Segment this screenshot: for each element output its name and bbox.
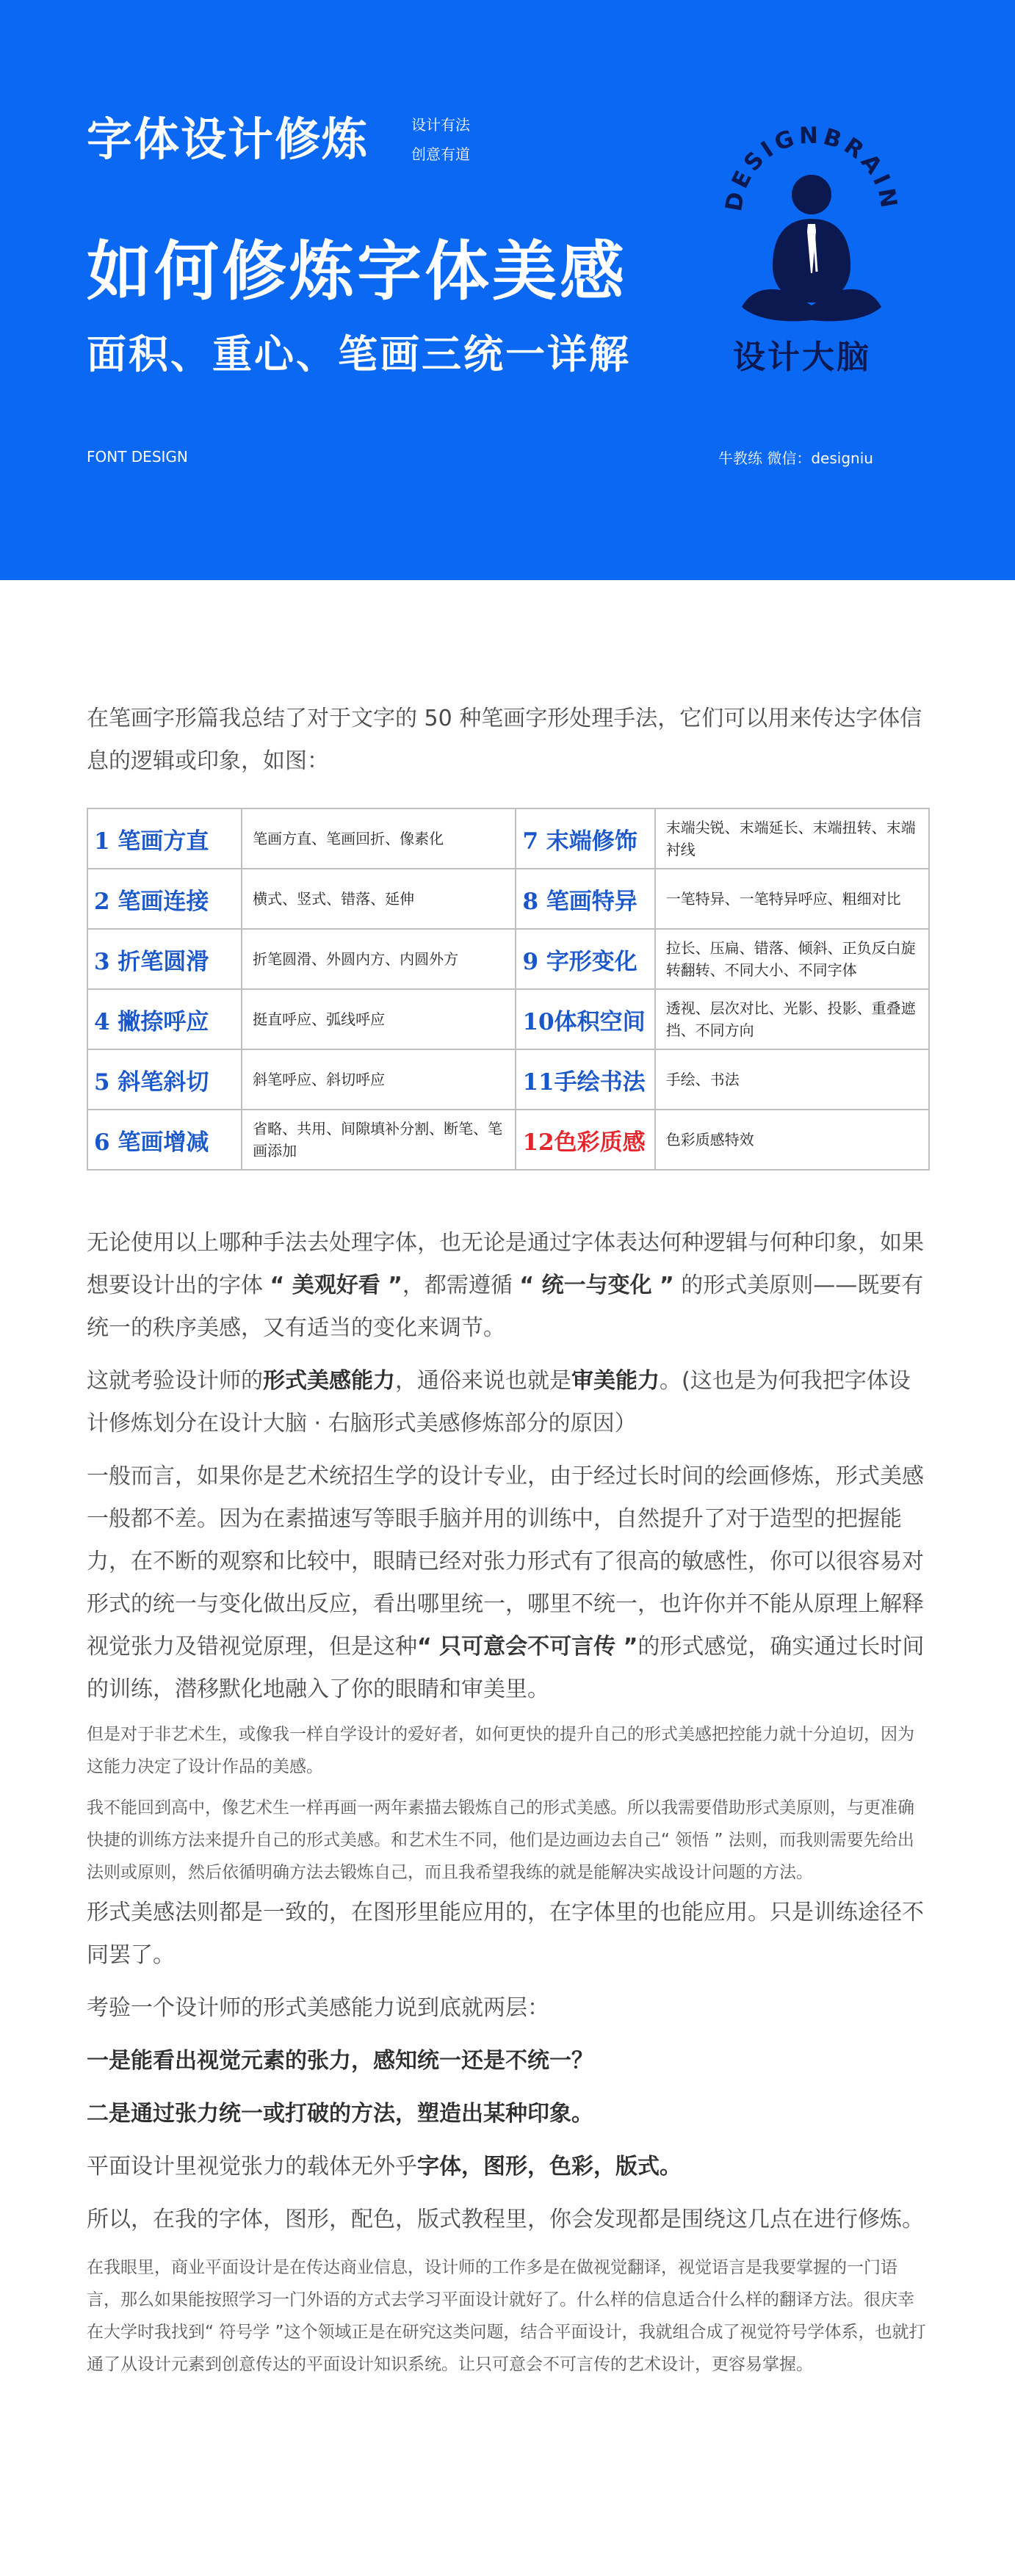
paragraph-principle bbox=[87, 1222, 930, 1350]
technique-title: 6 笔画增减 bbox=[87, 1110, 242, 1170]
technique-description: 笔画方直、笔画回折、像素化 bbox=[242, 808, 516, 869]
technique-description: 手绘、书法 bbox=[655, 1049, 929, 1110]
paragraph-same-rules: 形式美感法则都是一致的，在图形里能应用的，在字体里的也能应用。只是训练途径不同罢了。 bbox=[87, 1900, 924, 1968]
point-one: 一是能看出视觉元素的张力，感知统一还是不统一？ bbox=[87, 2048, 593, 2074]
technique-description: 折笔圆滑、外圆内方、内圆外方 bbox=[242, 929, 516, 989]
logo-name: 设计大脑 bbox=[733, 339, 871, 376]
slogan-line-2: 创意有道 bbox=[411, 145, 470, 163]
technique-title: 12色彩质感 bbox=[516, 1110, 654, 1170]
technique-description: 省略、共用、间隙填补分割、断笔、笔画添加 bbox=[242, 1110, 516, 1170]
author-info: 牛教练 微信：designiu bbox=[718, 449, 873, 467]
category-tag: FONT DESIGN bbox=[87, 448, 188, 466]
p1-quote-2: “ 统一与变化 ” bbox=[519, 1273, 674, 1298]
paragraph-training-method: 我不能回到高中，像艺术生一样再画一两年素描去锻炼自己的形式美感。所以我需要借助形式美原则，与更准确快捷的训练方法来提升自己的形式美感。和艺术生不同，他们是边画边去自己“ 领悟 ” 法则，而我则需要先给出法则或原则，然后依循明确方法去锻炼自己，而且我希望我练的就是能解决实战设计问题的方法。 bbox=[87, 1798, 914, 1882]
intro-paragraph: 在笔画字形篇我总结了对于文字的 50 种笔画字形处理手法，它们可以用来传达字体信息的逻辑或印象，如图： bbox=[87, 706, 922, 774]
technique-title: 4 撇捺呼应 bbox=[87, 989, 242, 1049]
technique-title: 2 笔画连接 bbox=[87, 869, 242, 929]
brand-slogan bbox=[411, 110, 470, 169]
paragraph-tutorials: 所以，在我的字体，图形，配色，版式教程里，你会发现都是围绕这几点在进行修炼。 bbox=[87, 2207, 924, 2232]
technique-description: 透视、层次对比、光影、投影、重叠遮挡、不同方向 bbox=[655, 989, 929, 1049]
technique-title: 7 末端修饰 bbox=[516, 808, 654, 869]
paragraph-art-students bbox=[87, 1455, 930, 1711]
table-row bbox=[87, 1049, 929, 1110]
paragraph-two-levels: 考验一个设计师的形式美感能力说到底就两层： bbox=[87, 1995, 549, 2021]
p2-strong-1: 形式美感能力 bbox=[263, 1368, 395, 1394]
paragraph-carriers bbox=[87, 2146, 930, 2188]
table-row bbox=[87, 1110, 929, 1170]
p1-quote-1: “ 美观好看 ” bbox=[270, 1273, 402, 1298]
technique-title: 10体积空间 bbox=[516, 989, 654, 1049]
technique-description: 末端尖锐、末端延长、末端扭转、末端衬线 bbox=[655, 808, 929, 869]
p2-strong-2: 审美能力 bbox=[571, 1368, 660, 1394]
p2-text-c: ，通俗来说也就是 bbox=[395, 1368, 571, 1394]
p10-text-a: 平面设计里视觉张力的载体无外乎 bbox=[87, 2154, 417, 2179]
technique-description: 拉长、压扁、错落、倾斜、正负反白旋转翻转、不同大小、不同字体 bbox=[655, 929, 929, 989]
table-row bbox=[87, 808, 929, 869]
p2-text-a: 这就考验设计师的 bbox=[87, 1368, 263, 1394]
table-row bbox=[87, 989, 929, 1049]
p1-text-b: ，都需遵循 bbox=[402, 1273, 520, 1298]
technique-title: 1 笔画方直 bbox=[87, 808, 242, 869]
paragraph-aesthetic-ability bbox=[87, 1360, 930, 1445]
technique-description: 色彩质感特效 bbox=[655, 1110, 929, 1170]
table-row bbox=[87, 929, 929, 989]
p10-strong: 字体，图形，色彩，版式。 bbox=[417, 2154, 682, 2179]
technique-description: 斜笔呼应、斜切呼应 bbox=[242, 1049, 516, 1110]
technique-description: 横式、竖式、错落、延伸 bbox=[242, 869, 516, 929]
article-content bbox=[87, 698, 930, 2381]
paragraph-semiotics: 在我眼里，商业平面设计是在传达商业信息，设计师的工作多是在做视觉翻译，视觉语言是我要掌握的一门语言，那么如果能按照学习一门外语的方式去学习平面设计就好了。什么样的信息适合什么样的翻译方法。很庆幸在大学时我找到“ 符号学 ”这个领域正是在研究这类问题，结合平面设计，我就组合成了视觉符号学体系，也就打通了从设计元素到创意传达的平面设计知识系统。让只可意会不可言传的艺术设计，更容易掌握。 bbox=[87, 2258, 926, 2374]
table-row bbox=[87, 869, 929, 929]
page-title: 如何修炼字体美感 bbox=[87, 234, 628, 309]
p1-text-c: 的形式美原则——既要有统一的秩序美感，又有适当的变化来调节。 bbox=[87, 1273, 924, 1341]
p3-text-a: 一般而言，如果你是艺术统招生学的设计专业，由于经过长时间的绘画修炼，形式美感一般都不差。因为在素描速写等眼手脑并用的训练中，自然提升了对于造型的把握能力，在不断的观察和比较中，眼睛已经对张力形式有了很高的敏感性，你可以很容易对形式的统一与变化做出反应，看出哪里统一，哪里不统一，也许你并不能从原理上解释视觉张力及错视觉原理，但是这种 bbox=[87, 1464, 924, 1660]
p3-quote: “ 只可意会不可言传 ” bbox=[417, 1634, 638, 1660]
point-two: 二是通过张力统一或打破的方法，塑造出某种印象。 bbox=[87, 2101, 593, 2127]
technique-title: 11手绘书法 bbox=[516, 1049, 654, 1110]
brand-title: 字体设计修炼 bbox=[87, 112, 369, 166]
page-subtitle: 面积、重心、笔画三统一详解 bbox=[87, 331, 631, 377]
hero-banner bbox=[0, 0, 1015, 580]
technique-title: 9 字形变化 bbox=[516, 929, 654, 989]
technique-title: 3 折笔圆滑 bbox=[87, 929, 242, 989]
technique-title: 8 笔画特异 bbox=[516, 869, 654, 929]
logo-arc-text: DESIGNBRAIN bbox=[720, 122, 903, 214]
p3-text-b: 的形式感觉，确实通过长时间的训练，潜移默化地融入了你的眼睛和审美里。 bbox=[87, 1634, 925, 1702]
p1-text-a: 无论使用以上哪种手法去处理字体，也无论是通过字体表达何种逻辑与何种印象，如果想要设计出的字体 bbox=[87, 1230, 924, 1298]
paragraph-non-art-students: 但是对于非艺术生，或像我一样自学设计的爱好者，如何更快的提升自己的形式美感把控能力就十分迫切，因为这能力决定了设计作品的美感。 bbox=[87, 1725, 914, 1776]
technique-description: 一笔特异、一笔特异呼应、粗细对比 bbox=[655, 869, 929, 929]
technique-table bbox=[87, 808, 930, 1171]
technique-title: 5 斜笔斜切 bbox=[87, 1049, 242, 1110]
slogan-line-1: 设计有法 bbox=[411, 116, 470, 134]
p2-text-e: 。(这也是为何我把字体设计修炼划分在设计大脑 · 右脑形式美感修炼部分的原因） bbox=[87, 1368, 911, 1436]
technique-description: 挺直呼应、弧线呼应 bbox=[242, 989, 516, 1049]
